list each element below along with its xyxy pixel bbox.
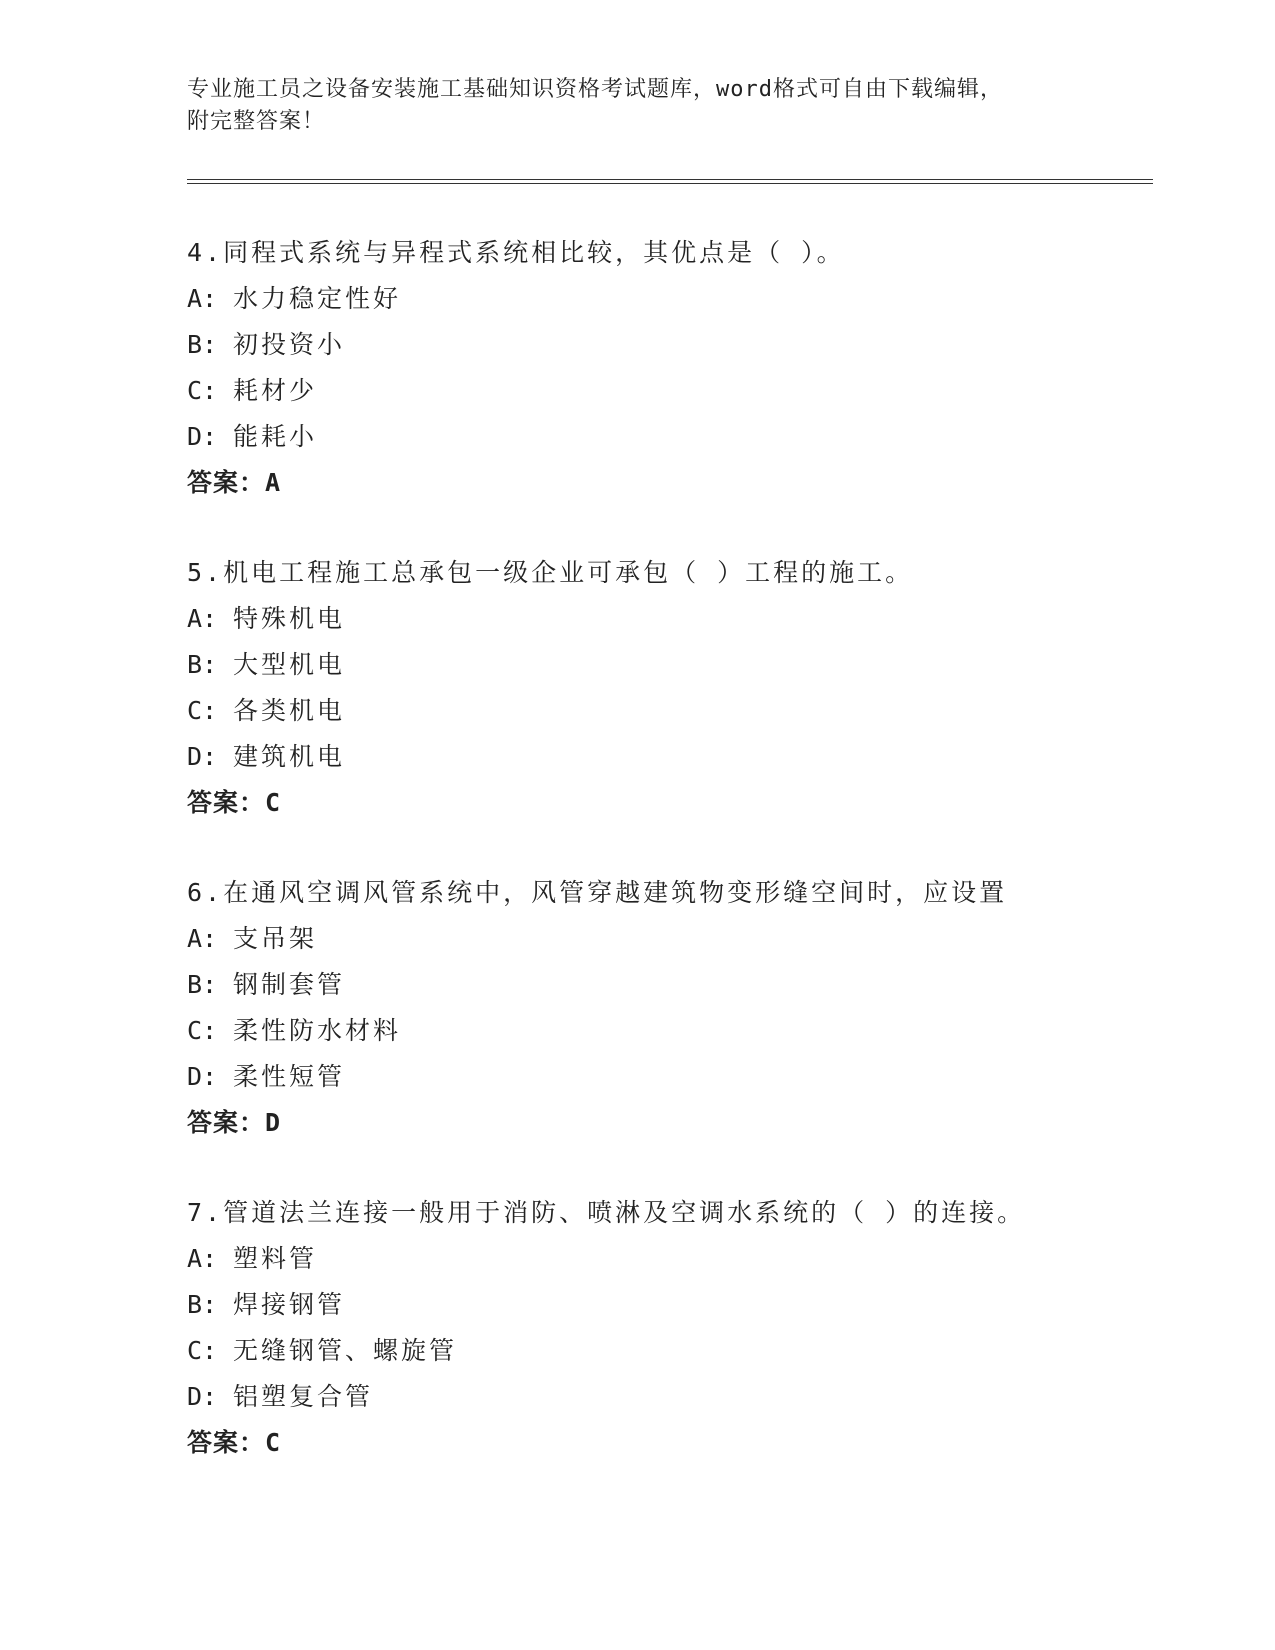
answer-value: C (265, 1428, 282, 1457)
option-a (187, 916, 1153, 962)
option-text: 能耗小 (233, 422, 318, 451)
option-text: 钢制套管 (233, 970, 346, 999)
option-text: 焊接钢管 (233, 1290, 346, 1319)
header-divider-bottom (187, 183, 1153, 184)
answer-line (187, 460, 1153, 506)
answer-value: A (265, 468, 282, 497)
option-letter: B: (187, 1290, 218, 1319)
option-d (187, 1374, 1153, 1420)
option-letter: D: (187, 1062, 218, 1091)
question-stem: 6.在通风空调风管系统中，风管穿越建筑物变形缝空间时，应设置 (187, 878, 1008, 907)
question-stem: 5.机电工程施工总承包一级企业可承包（ ）工程的施工。 (187, 558, 914, 587)
option-text: 支吊架 (233, 924, 318, 953)
option-text: 建筑机电 (233, 742, 346, 771)
question-block (187, 870, 1153, 1146)
option-text: 无缝钢管、螺旋管 (233, 1336, 458, 1365)
option-letter: D: (187, 1382, 218, 1411)
option-a (187, 596, 1153, 642)
option-text: 耗材少 (233, 376, 318, 405)
option-text: 特殊机电 (233, 604, 346, 633)
option-text: 水力稳定性好 (233, 284, 402, 313)
option-letter: C: (187, 376, 218, 405)
option-letter: C: (187, 696, 218, 725)
option-a (187, 1236, 1153, 1282)
question-stem: 7.管道法兰连接一般用于消防、喷淋及空调水系统的（ ）的连接。 (187, 1198, 1026, 1227)
option-letter: B: (187, 650, 218, 679)
answer-line (187, 1100, 1153, 1146)
option-b (187, 322, 1153, 368)
answer-label: 答案： (187, 1108, 266, 1137)
answer-value: D (265, 1108, 282, 1137)
option-letter: A: (187, 1244, 218, 1273)
answer-label: 答案： (187, 1428, 266, 1457)
option-c (187, 368, 1153, 414)
option-d (187, 734, 1153, 780)
header-line-1: 专业施工员之设备安装施工基础知识资格考试题库，word格式可自由下载编辑， (187, 77, 1003, 102)
answer-line (187, 780, 1153, 826)
option-text: 各类机电 (233, 696, 346, 725)
header-divider-top (187, 179, 1153, 180)
question-block (187, 230, 1153, 506)
option-b (187, 962, 1153, 1008)
option-c (187, 1008, 1153, 1054)
option-letter: A: (187, 924, 218, 953)
option-d (187, 414, 1153, 460)
option-text: 铝塑复合管 (233, 1382, 374, 1411)
answer-label: 答案： (187, 788, 266, 817)
option-a (187, 276, 1153, 322)
option-c (187, 688, 1153, 734)
option-letter: C: (187, 1016, 218, 1045)
answer-label: 答案： (187, 468, 266, 497)
option-b (187, 642, 1153, 688)
option-letter: A: (187, 284, 218, 313)
answer-line (187, 1420, 1153, 1466)
option-letter: D: (187, 422, 218, 451)
question-stem: 4.同程式系统与异程式系统相比较，其优点是（ ）。 (187, 238, 845, 267)
option-text: 塑料管 (233, 1244, 318, 1273)
option-d (187, 1054, 1153, 1100)
question-block (187, 550, 1153, 826)
option-text: 柔性短管 (233, 1062, 346, 1091)
document-header (187, 74, 1087, 138)
option-letter: B: (187, 970, 218, 999)
option-letter: D: (187, 742, 218, 771)
option-letter: A: (187, 604, 218, 633)
option-b (187, 1282, 1153, 1328)
answer-value: C (265, 788, 282, 817)
option-text: 初投资小 (233, 330, 346, 359)
option-letter: B: (187, 330, 218, 359)
option-letter: C: (187, 1336, 218, 1365)
question-block (187, 1190, 1153, 1466)
option-text: 柔性防水材料 (233, 1016, 402, 1045)
option-text: 大型机电 (233, 650, 346, 679)
option-c (187, 1328, 1153, 1374)
header-line-2: 附完整答案！ (187, 109, 326, 134)
